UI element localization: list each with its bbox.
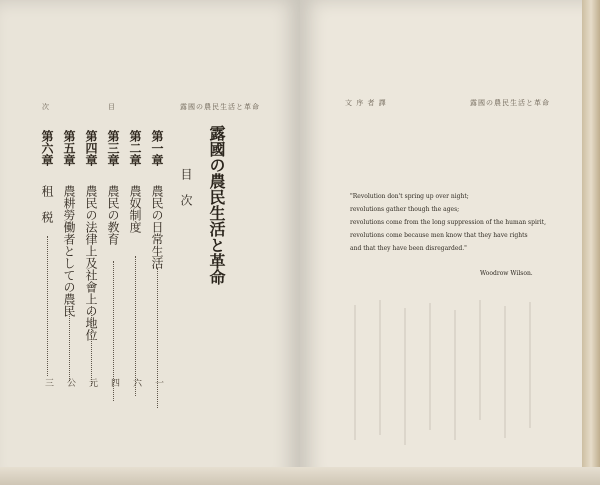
dotted-leader [157,262,159,418]
page-number: 一 [153,378,163,387]
running-head-right-section: 文 序 者 譯 [345,99,387,107]
running-head-left-inner: 露國の農民生活と革命 [180,103,260,111]
page-edges-right [582,0,600,485]
chapter-title: 農民の法律上及社會上の地位 [84,185,98,341]
page-number: 公 [65,378,75,387]
page-number: 三 [43,378,53,387]
chapter-number: 第五章 [62,130,76,166]
epigraph-line: revolutions come because men know that they have rights [350,232,528,239]
chapter-title: 農民の教育 [106,185,120,245]
page-edges-bottom [0,467,600,485]
page-number: 元 [87,378,97,387]
page-number: 六 [131,378,141,387]
chapter-number: 第四章 [84,130,98,166]
running-head-left-outer: 次 [42,103,50,111]
dotted-leader [113,255,115,411]
chapter-title: 農奴制度 [128,185,142,233]
chapter-number: 第二章 [128,130,142,166]
chapter-title: 租 税 [40,185,54,223]
epigraph-line: and that they have been disregarded." [350,245,467,252]
running-head-left-label: 目 [108,103,116,111]
chapter-title: 農民の日常生活 [150,185,164,269]
epigraph-line: "Revolution don't spring up over night; [350,193,469,200]
running-head-right-inner: 露國の農民生活と革命 [470,99,550,107]
epigraph-author: Woodrow Wilson. [480,270,533,277]
toc-heading: 目 次 [179,168,193,206]
toc-book-title: 露國の農民生活と革命 [207,125,226,285]
epigraph-line: revolutions come from the long suppression of the human spirit, [350,219,546,226]
epigraph-line: revolutions gather though the ages; [350,206,460,213]
chapter-number: 第一章 [150,130,164,166]
epigraph [350,190,570,255]
chapter-title: 農耕勞働者としての農民 [62,185,76,317]
chapter-number: 第三章 [106,130,120,166]
show-through-texture [335,300,555,450]
chapter-number: 第六章 [40,130,54,166]
page-number: 四 [109,378,119,387]
dotted-leader [47,230,49,386]
